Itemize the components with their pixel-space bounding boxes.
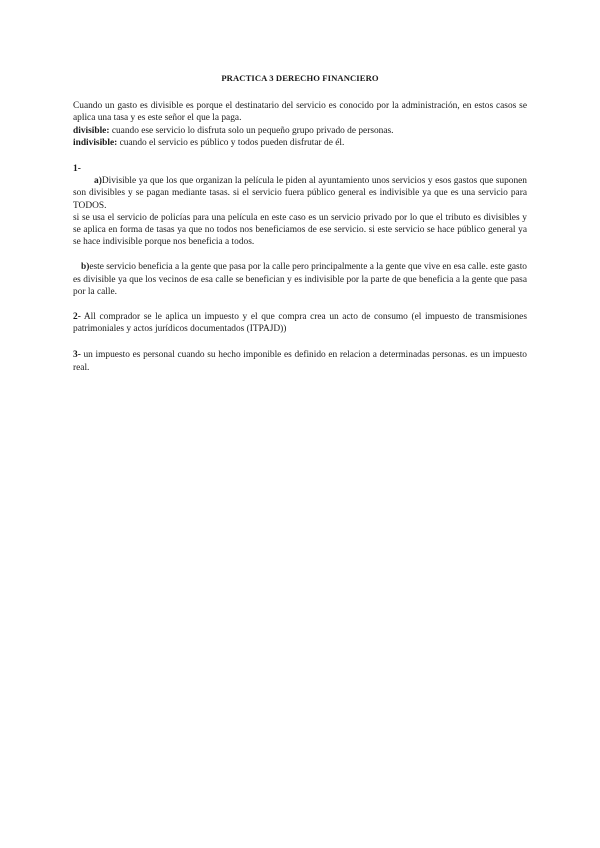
answer-1a-text: Divisible ya que los que organizan la película le piden al ayuntamiento unos servicios y esos gastos que suponen son divisibles y se pagan mediante tasas. si el servicio fuera público general es indivisible ya que es una servicio para TODOS. (73, 176, 527, 211)
document-title: PRACTICA 3 DERECHO FINANCIERO (221, 73, 379, 83)
question-1-number: 1- (73, 164, 81, 175)
divisible-text: cuando ese servicio lo disfruta solo un pequeño grupo privado de personas. (109, 125, 394, 136)
answer-1b-label: b) (81, 262, 90, 273)
indivisible-term: indivisible: (73, 137, 118, 148)
indivisible-definition (73, 137, 527, 149)
question-2-number: 2- (73, 312, 81, 323)
answer-3-text: un impuesto es personal cuando su hecho imponible es definido en relacion a determinadas personas. es un impuesto real. (73, 350, 527, 373)
answer-1a-label: a) (94, 176, 102, 187)
question-3-number: 3- (73, 350, 81, 361)
answer-1b (73, 261, 527, 298)
intro-paragraph: Cuando un gasto es divisible es porque el destinatario del servicio es conocido por la administración, en estos casos se aplica una tasa y es este señor el que la paga. (73, 101, 527, 124)
answer-3 (73, 349, 527, 373)
answer-1a (73, 175, 527, 212)
answer-2-text: All comprador se le aplica un impuesto y el que compra crea un acto de consumo (el impuesto de transmisiones patrimoniales y actos jurídicos documentados (ITPAJD)) (73, 312, 527, 335)
answer-2 (73, 311, 527, 335)
answer-1b-text: este servicio beneficia a la gente que pasa por la calle pero principalmente a la gente que vive en esa calle. este gasto es divisible ya que los vecinos de esa calle se benefician y es indivisible por la parte de que beneficia a la gente que pasa por la calle. (73, 262, 527, 297)
document-body (73, 72, 527, 374)
divisible-term: divisible: (73, 125, 110, 136)
indivisible-text: cuando el servicio es público y todos pueden disfrutar de él. (117, 137, 345, 148)
divisible-definition (73, 125, 527, 137)
answer-1a-continued: si se usa el servicio de policías para una película en este caso es un servicio privado por lo que el tributo es divisibles y se aplica en forma de tasas ya que no todos nos beneficiamos de ese servicio. si este servicio se hace público general ya se hace indivisible porque nos beneficia a todos. (73, 212, 527, 248)
